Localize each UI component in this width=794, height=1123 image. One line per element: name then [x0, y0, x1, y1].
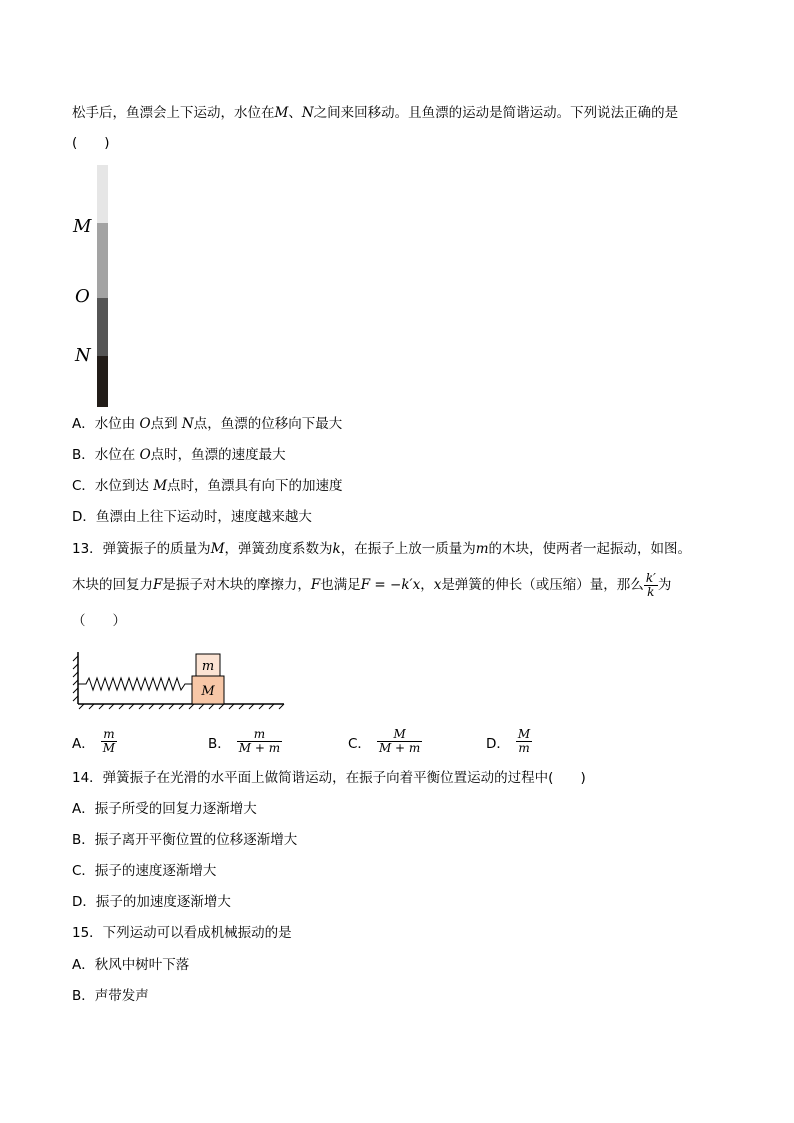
q15-stem: 15．下列运动可以看成机械振动的是 — [72, 925, 292, 941]
option-fraction — [101, 728, 117, 755]
option-fraction — [237, 728, 282, 755]
var-O: O — [139, 416, 151, 432]
var-N: N — [301, 105, 314, 121]
option-text: A．水位由 — [72, 416, 140, 432]
gauge-top-segment — [97, 165, 108, 223]
stem-text: ，在振子上放一质量为 — [340, 541, 476, 557]
gauge-label-N: N — [75, 345, 91, 366]
fraction-denominator: M + m — [378, 741, 421, 755]
q12-stem-text: 松手后，鱼漂会上下运动，水位在 — [72, 105, 275, 121]
q13-option-d — [486, 728, 532, 755]
stem-text: 13．弹簧振子的质量为 — [72, 541, 211, 557]
fraction-denominator: M — [102, 741, 116, 755]
q14-stem: 14．弹簧振子在光滑的水平面上做简谐运动，在振子向着平衡位置运动的过程中( ) — [72, 770, 586, 786]
option-text: 点，鱼漂的位移向下最大 — [193, 416, 343, 432]
q12-stem — [72, 104, 678, 122]
q13-option-a — [72, 728, 117, 755]
q14-option-d: D．振子的加速度逐渐增大 — [72, 894, 231, 910]
option-label: C． — [348, 735, 371, 752]
gauge-lower-segment — [97, 298, 108, 356]
var-M: M — [210, 541, 225, 557]
var-M: M — [274, 105, 289, 121]
q12-paren: ( ) — [72, 135, 110, 151]
stem-text: 为 — [657, 577, 672, 593]
var-F: F — [153, 577, 163, 593]
spring-block-svg — [70, 648, 290, 710]
gauge-label-O: O — [75, 286, 90, 307]
stem-text: 木块的回复力 — [72, 577, 153, 593]
stem-text: 是弹簧的伸长（或压缩）量，那么 — [441, 577, 644, 593]
q13-stem-line1 — [72, 540, 691, 558]
q12-option-b — [72, 446, 286, 464]
block-m-label: m — [201, 659, 215, 674]
stem-text: 是振子对木块的摩擦力， — [162, 577, 311, 593]
q15-option-a: A．秋风中树叶下落 — [72, 957, 190, 973]
q14-option-c: C．振子的速度逐渐增大 — [72, 863, 217, 879]
q12-option-a — [72, 415, 342, 433]
separator: 、 — [288, 105, 302, 121]
stem-text: 也满足 — [320, 577, 361, 593]
stem-text: 的木块，使两者一起振动，如图。 — [488, 541, 692, 557]
option-label: B． — [208, 735, 231, 752]
gauge-label-M: M — [73, 216, 92, 237]
option-fraction — [377, 728, 422, 755]
var-m: m — [475, 541, 489, 557]
option-text: C．水位到达 — [72, 478, 154, 494]
fraction-numerator: m — [237, 728, 282, 742]
option-label: D． — [486, 735, 510, 752]
q12-stem-text-2: 之间来回移动。且鱼漂的运动是简谐运动。下列说法正确的是 — [313, 105, 679, 121]
q14-option-a: A．振子所受的回复力逐渐增大 — [72, 801, 257, 817]
option-text: 点时，鱼漂的速度最大 — [150, 447, 286, 463]
fraction-denominator: m — [518, 741, 530, 755]
option-fraction — [516, 728, 532, 755]
spring-block-figure — [70, 648, 290, 710]
fraction-denominator: M + m — [238, 741, 281, 755]
gauge-upper-segment — [97, 223, 108, 298]
var-x: x — [433, 577, 442, 593]
q13-option-c — [348, 728, 422, 755]
spring — [78, 678, 192, 690]
q12-option-d: D．鱼漂由上往下运动时，速度越来越大 — [72, 509, 312, 525]
q13-paren: （ ） — [72, 613, 126, 629]
stem-text: ， — [420, 577, 434, 593]
var-M: M — [153, 478, 168, 494]
fraction-numerator: M — [377, 728, 422, 742]
option-text: 点时，鱼漂具有向下的加速度 — [167, 478, 343, 494]
formula: F = −k′x — [360, 577, 421, 593]
q15-option-b: B．声带发声 — [72, 988, 149, 1004]
fraction-numerator: M — [517, 727, 531, 741]
q14-option-b: B．振子离开平衡位置的位移逐渐增大 — [72, 832, 298, 848]
ratio-fraction — [644, 572, 658, 599]
var-N: N — [181, 416, 194, 432]
var-F: F — [310, 577, 321, 593]
fraction-denominator: k — [647, 584, 655, 599]
q13-stem-line2 — [72, 568, 671, 602]
block-M-label: M — [201, 684, 215, 699]
q13-option-b — [208, 728, 282, 755]
fraction-numerator: m — [101, 728, 117, 742]
option-label: A． — [72, 735, 95, 752]
fraction-numerator: k′ — [645, 570, 656, 585]
option-text: B．水位在 — [72, 447, 140, 463]
stem-text: ，弹簧劲度系数为 — [224, 541, 333, 557]
q12-option-c — [72, 477, 343, 495]
gauge-bottom-segment — [97, 356, 108, 407]
var-O: O — [139, 447, 151, 463]
option-text: 点到 — [150, 416, 182, 432]
var-k: k — [332, 541, 341, 557]
